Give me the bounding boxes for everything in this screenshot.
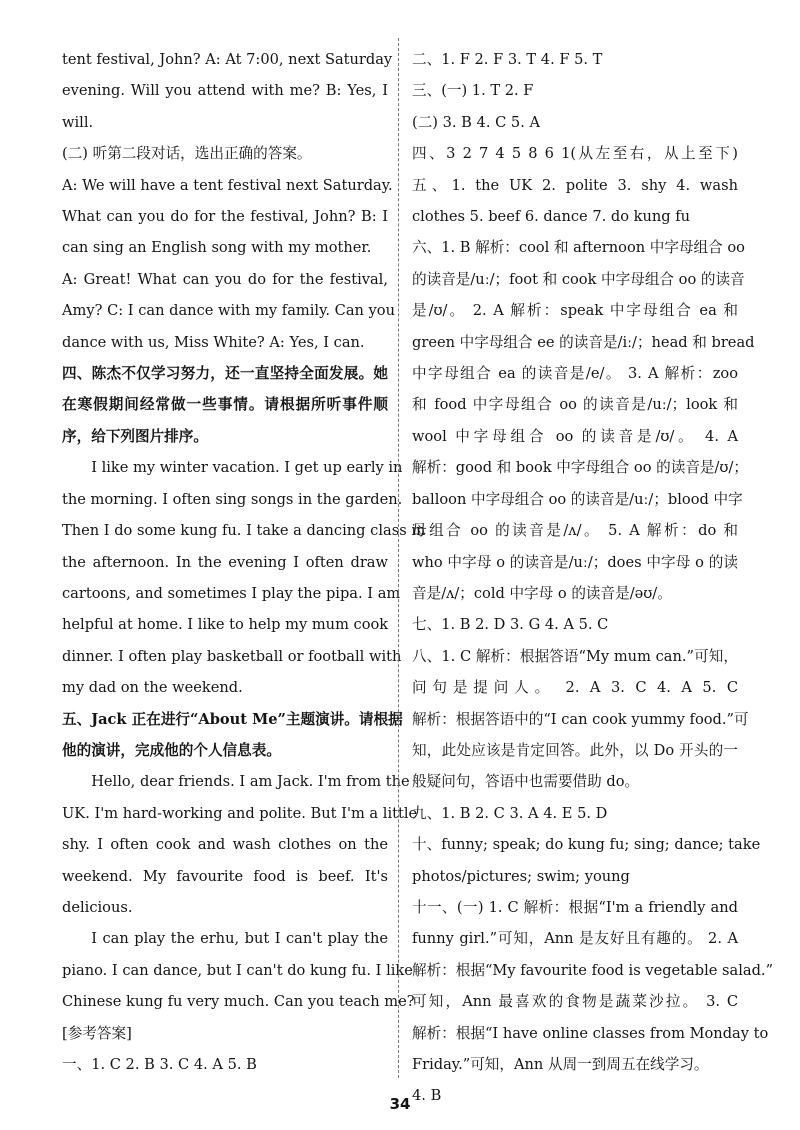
left-text-line: will.	[62, 113, 94, 131]
right-text-line: 问句是提问人。 2. A 3. C 4. A 5. C	[412, 679, 738, 697]
right-text-line: 解析：根据“I have online classes from Monday to	[412, 1024, 769, 1042]
right-text-line: balloon 中字母组合 oo 的读音是/uː/；blood 中字	[412, 490, 743, 508]
left-text-line: helpful at home. I like to help my mum cook	[62, 616, 389, 634]
left-text-line: dinner. I often play basketball or football with	[62, 647, 402, 665]
left-text-line: 在寒假期间经常做一些事情。请根据所听事件顺	[62, 396, 388, 414]
left-text-line: 一、1. C 2. B 3. C 4. A 5. B	[62, 1056, 257, 1073]
left-text-line: I like my winter vacation. I get up early in	[91, 459, 403, 477]
right-text-line: photos/pictures; swim; young	[412, 867, 630, 885]
right-text-line: 母组合 oo 的读音是/ʌ/。 5. A 解析：do 和	[412, 522, 738, 540]
left-text-line: the afternoon. In the evening I often draw	[62, 553, 388, 571]
right-text-line: 4. B	[412, 1087, 442, 1105]
left-text-line: weekend. My favourite food is beef. It's	[62, 867, 388, 885]
right-text-line: 和 food 中字母组合 oo 的读音是/uː/；look 和	[412, 396, 738, 414]
left-text-line: Then I do some kung fu. I take a dancing class in	[62, 522, 426, 540]
right-text-line: 十、funny; speak; do kung fu; sing; dance; take	[412, 836, 761, 854]
right-text-line: 八、1. C 解析：根据答语“My mum can.”可知，	[412, 647, 738, 665]
page-number: 34	[389, 1095, 411, 1113]
right-text-line: 知，此处应该是肯定回答。此外，以 Do 开头的一	[412, 741, 738, 759]
right-text-line: 般疑问句，答语中也需要借助 do。	[412, 773, 640, 791]
right-text-line: Friday.”可知，Ann 从周一到周五在线学习。	[412, 1056, 709, 1073]
left-text-line: the morning. I often sing songs in the garden.	[62, 490, 403, 508]
right-text-line: (二) 3. B 4. C 5. A	[412, 113, 541, 131]
left-text-line: I can play the erhu, but I can't play the	[91, 930, 388, 948]
right-text-line: who 中字母 o 的读音是/uː/；does 中字母 o 的读	[412, 553, 738, 571]
right-text-line: 是/ʊ/。 2. A 解析：speak 中字母组合 ea 和	[412, 302, 738, 320]
right-column	[412, 44, 774, 1112]
right-text-line: 解析：good 和 book 中字母组合 oo 的读音是/ʊ/；	[412, 459, 748, 477]
right-text-line: 解析：根据“My favourite food is vegetable salad.”	[412, 961, 774, 979]
left-text-line: 他的演讲，完成他的个人信息表。	[62, 741, 281, 759]
right-text-line: 九、1. B 2. C 3. A 4. E 5. D	[412, 804, 608, 822]
column-divider	[398, 38, 399, 1078]
right-text-line: funny girl.”可知，Ann 是友好且有趣的。 2. A	[412, 930, 738, 948]
left-text-line: my dad on the weekend.	[62, 679, 243, 697]
left-text-line: Chinese kung fu very much. Can you teach me?	[62, 993, 415, 1011]
right-text-line: 二、1. F 2. F 3. T 4. F 5. T	[412, 51, 603, 68]
left-text-line: Hello, dear friends. I am Jack. I'm from the	[91, 773, 410, 791]
right-text-line: 解析：根据答语中的“I can cook yummy food.”可	[412, 710, 749, 728]
right-text-line: 五、1. the UK 2. polite 3. shy 4. wash	[412, 176, 738, 194]
left-column	[62, 44, 426, 1080]
right-text-line: 十一、(一) 1. C 解析：根据“I'm a friendly and	[412, 898, 738, 916]
right-text-line: 可知，Ann 最喜欢的食物是蔬菜沙拉。 3. C	[412, 993, 738, 1011]
left-text-line: A: Great! What can you do for the festival,	[62, 270, 388, 288]
right-text-line: 三、(一) 1. T 2. F	[412, 82, 534, 100]
left-text-line: piano. I can dance, but I can't do kung fu. I like	[62, 961, 413, 979]
left-text-line: 四、陈杰不仅学习努力，还一直坚持全面发展。她	[62, 365, 388, 383]
left-text-line: A: We will have a tent festival next Saturday.	[62, 176, 393, 194]
right-text-line: 六、1. B 解析：cool 和 afternoon 中字母组合 oo	[412, 239, 745, 257]
left-text-line: cartoons, and sometimes I play the pipa. I am	[62, 584, 401, 602]
right-text-line: wool 中字母组合 oo 的读音是/ʊ/。 4. A	[412, 427, 738, 445]
left-text-line: shy. I often cook and wash clothes on the	[62, 836, 388, 854]
right-text-line: 四、3 2 7 4 5 8 6 1(从左至右，从上至下)	[412, 145, 738, 163]
left-text-line: Amy? C: I can dance with my family. Can you	[62, 302, 395, 320]
left-text-line: [参考答案]	[62, 1024, 132, 1042]
right-text-line: 中字母组合 ea 的读音是/e/。 3. A 解析：zoo	[412, 365, 738, 383]
left-text-line: delicious.	[62, 898, 133, 916]
left-text-line: 序，给下列图片排序。	[62, 427, 208, 445]
right-text-line: 的读音是/uː/；foot 和 cook 中字母组合 oo 的读音	[412, 270, 745, 288]
left-text-line: (二) 听第二段对话，选出正确的答案。	[62, 145, 312, 163]
left-text-line: tent festival, John? A: At 7:00, next Saturday	[62, 51, 393, 68]
right-text-line: green 中字母组合 ee 的读音是/iː/；head 和 bread	[412, 333, 755, 351]
right-text-line: clothes 5. beef 6. dance 7. do kung fu	[412, 208, 691, 226]
right-text-line: 七、1. B 2. D 3. G 4. A 5. C	[412, 616, 609, 634]
left-text-line: What can you do for the festival, John? B: I	[62, 208, 388, 226]
right-text-line: 音是/ʌ/；cold 中字母 o 的读音是/əʊ/。	[412, 584, 672, 602]
left-text-line: dance with us, Miss White? A: Yes, I can.	[62, 333, 365, 351]
left-text-line: 五、Jack 正在进行“About Me”主题演讲。请根据	[62, 710, 403, 728]
left-text-line: can sing an English song with my mother.	[62, 239, 372, 257]
left-text-line: evening. Will you attend with me? B: Yes, I	[62, 82, 388, 100]
left-text-line: UK. I'm hard-working and polite. But I'm a little	[62, 804, 418, 822]
